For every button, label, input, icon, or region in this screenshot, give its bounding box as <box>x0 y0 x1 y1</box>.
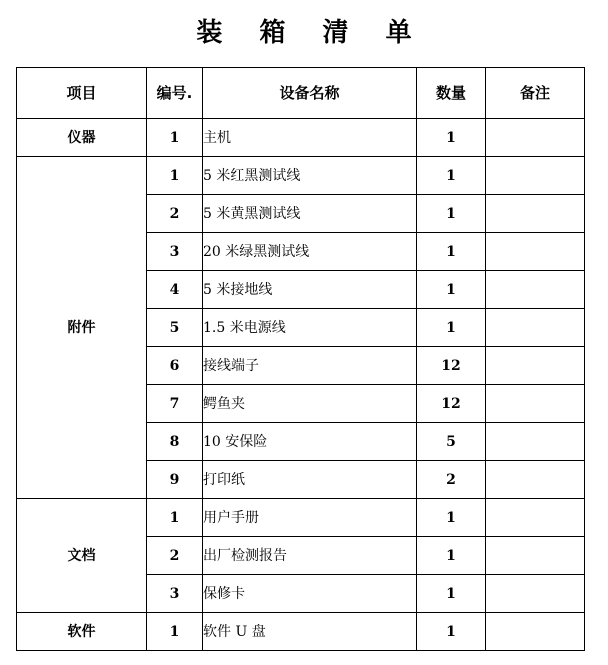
item-remark <box>486 119 585 157</box>
item-number: 6 <box>147 347 203 385</box>
item-number: 1 <box>147 157 203 195</box>
item-name: 软件 U 盘 <box>203 613 417 651</box>
item-quantity: 12 <box>417 385 486 423</box>
item-remark <box>486 195 585 233</box>
header-name: 设备名称 <box>203 68 417 119</box>
item-remark <box>486 537 585 575</box>
item-remark <box>486 461 585 499</box>
category-cell: 软件 <box>17 613 147 651</box>
item-quantity: 1 <box>417 233 486 271</box>
item-number: 1 <box>147 613 203 651</box>
item-name: 打印纸 <box>203 461 417 499</box>
header-row <box>17 68 585 119</box>
item-name: 5 米接地线 <box>203 271 417 309</box>
item-remark <box>486 575 585 613</box>
item-remark <box>486 423 585 461</box>
item-name: 出厂检测报告 <box>203 537 417 575</box>
item-number: 8 <box>147 423 203 461</box>
item-number: 4 <box>147 271 203 309</box>
item-number: 1 <box>147 499 203 537</box>
item-number: 1 <box>147 119 203 157</box>
item-name: 10 安保险 <box>203 423 417 461</box>
item-remark <box>486 385 585 423</box>
item-quantity: 1 <box>417 499 486 537</box>
table-row <box>17 119 585 157</box>
document-title: 装 箱 清 单 <box>196 18 426 48</box>
table-row <box>17 499 585 537</box>
category-cell: 文档 <box>17 499 147 613</box>
item-number: 3 <box>147 575 203 613</box>
item-remark <box>486 271 585 309</box>
table-row <box>17 157 585 195</box>
item-quantity: 1 <box>417 195 486 233</box>
category-cell: 附件 <box>17 157 147 499</box>
item-quantity: 1 <box>417 309 486 347</box>
item-remark <box>486 499 585 537</box>
packing-list-table <box>16 67 585 651</box>
category-cell: 仪器 <box>17 119 147 157</box>
table-row <box>17 613 585 651</box>
item-quantity: 12 <box>417 347 486 385</box>
item-number: 7 <box>147 385 203 423</box>
item-number: 2 <box>147 195 203 233</box>
item-quantity: 1 <box>417 575 486 613</box>
item-quantity: 1 <box>417 119 486 157</box>
item-name: 5 米黄黑测试线 <box>203 195 417 233</box>
item-quantity: 2 <box>417 461 486 499</box>
item-number: 9 <box>147 461 203 499</box>
item-quantity: 1 <box>417 613 486 651</box>
item-name: 20 米绿黑测试线 <box>203 233 417 271</box>
item-number: 5 <box>147 309 203 347</box>
item-name: 5 米红黑测试线 <box>203 157 417 195</box>
item-quantity: 1 <box>417 271 486 309</box>
item-name: 鳄鱼夹 <box>203 385 417 423</box>
header-category: 项目 <box>17 68 147 119</box>
item-quantity: 1 <box>417 157 486 195</box>
item-name: 接线端子 <box>203 347 417 385</box>
header-quantity: 数量 <box>417 68 486 119</box>
item-name: 用户手册 <box>203 499 417 537</box>
item-name: 保修卡 <box>203 575 417 613</box>
item-remark <box>486 309 585 347</box>
item-remark <box>486 347 585 385</box>
item-remark <box>486 613 585 651</box>
header-number: 编号. <box>147 68 203 119</box>
item-number: 3 <box>147 233 203 271</box>
item-name: 主机 <box>203 119 417 157</box>
item-quantity: 1 <box>417 537 486 575</box>
header-remark: 备注 <box>486 68 585 119</box>
item-remark <box>486 233 585 271</box>
item-number: 2 <box>147 537 203 575</box>
item-name: 1.5 米电源线 <box>203 309 417 347</box>
item-remark <box>486 157 585 195</box>
item-quantity: 5 <box>417 423 486 461</box>
